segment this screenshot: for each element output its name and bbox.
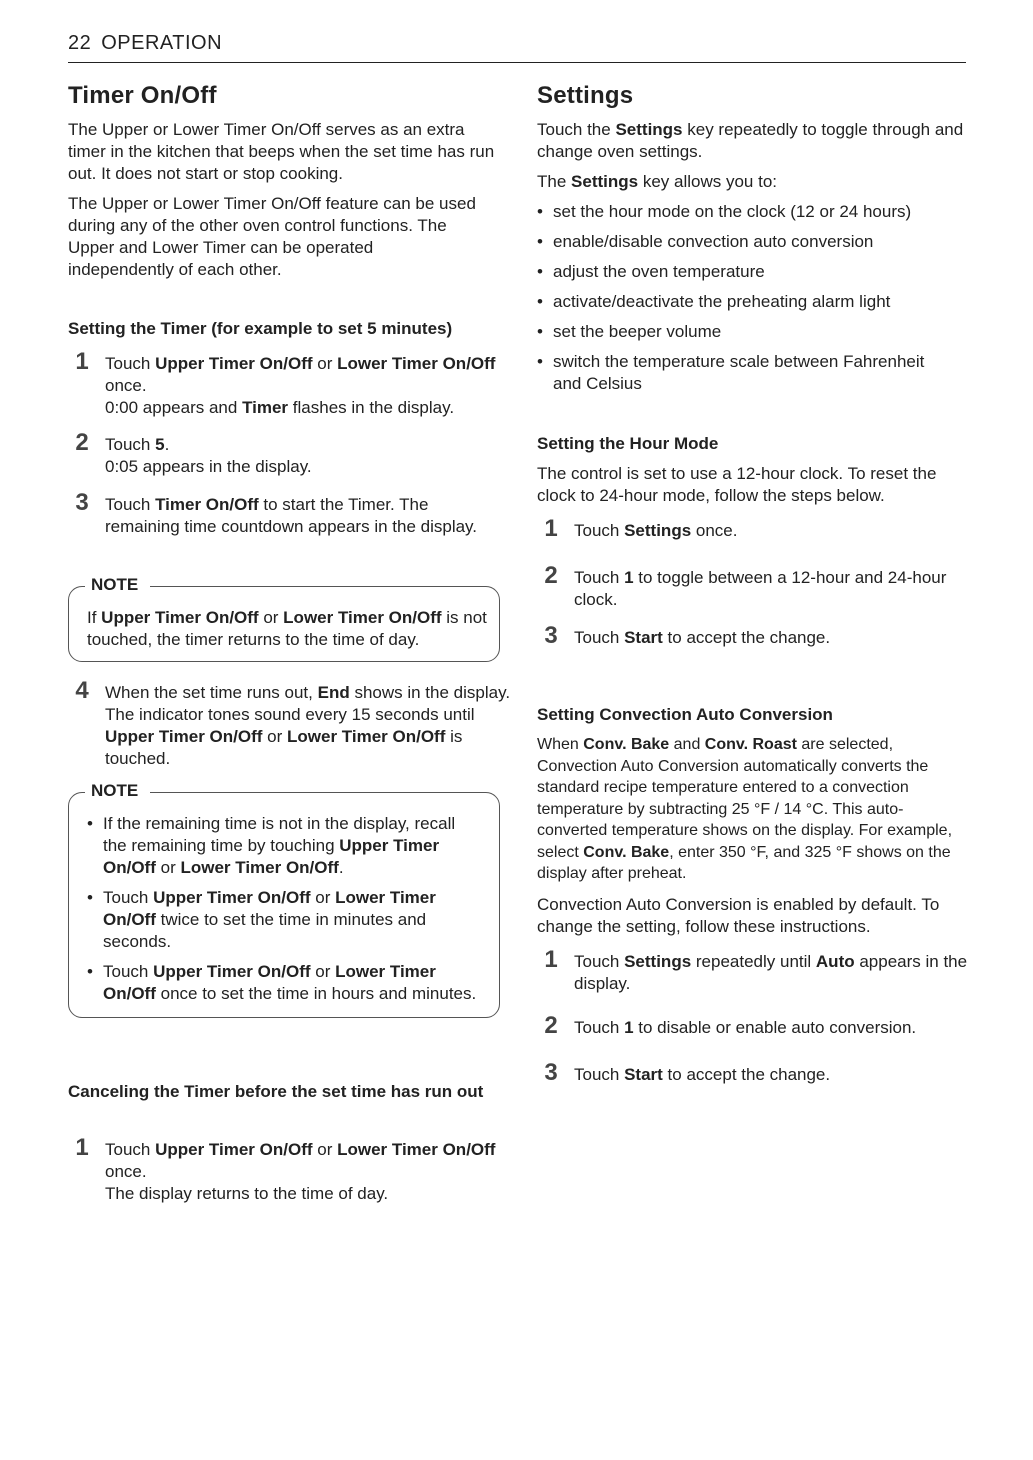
note-text-part: twice to set the time in minutes and seconds. xyxy=(103,910,427,951)
step-text: Touch xyxy=(105,1140,156,1159)
key-lower-timer: Lower Timer On/Off xyxy=(180,858,339,877)
settings-option: • adjust the oven temperature xyxy=(537,261,967,283)
page-header xyxy=(68,32,966,63)
step-text: to toggle between a 12-hour and 24-hour clock. xyxy=(574,568,947,609)
text-part: key allows you to: xyxy=(638,172,777,191)
timer-step-2 xyxy=(68,429,535,478)
step-text: Touch xyxy=(574,1065,625,1084)
key-5: 5 xyxy=(155,435,165,454)
key-lower-timer: Lower Timer On/Off xyxy=(337,1140,496,1159)
step-text: once. xyxy=(691,521,738,540)
step-text: . xyxy=(164,435,170,454)
page-number: 22 xyxy=(68,32,92,54)
note-box-2 xyxy=(68,781,500,1018)
step-text: appears in the display. xyxy=(574,952,968,993)
key-upper-timer: Upper Timer On/Off xyxy=(105,727,263,746)
key-lower-timer: Lower Timer On/Off xyxy=(283,608,442,627)
settings-option: • set the hour mode on the clock (12 or 24 hours) xyxy=(537,201,967,223)
settings-intro-p2 xyxy=(537,171,967,193)
step-text: is touched. xyxy=(105,727,463,768)
step-number: 1 xyxy=(75,1134,89,1161)
step-text: or xyxy=(262,727,287,746)
section-title: OPERATION xyxy=(101,32,223,54)
step-number: 2 xyxy=(544,1012,558,1039)
note-list xyxy=(87,813,482,1013)
key-start: Start xyxy=(624,1065,663,1084)
hour-step-3 xyxy=(537,622,1004,649)
convection-text-2: Convection Auto Conversion is enabled by default. To change the setting, follow these instructions. xyxy=(537,895,940,936)
key-lower-timer: Lower Timer On/Off xyxy=(287,727,446,746)
timer-title: Timer On/Off xyxy=(68,82,217,109)
step-text: once. xyxy=(105,376,147,395)
step-number: 1 xyxy=(544,515,558,542)
hour-step-1 xyxy=(537,515,1004,542)
note-text-part: Touch xyxy=(103,888,154,907)
key-conv-bake: Conv. Bake xyxy=(583,843,670,861)
step-text: to accept the change. xyxy=(662,1065,831,1084)
note-item xyxy=(87,813,482,879)
step-text: to accept the change. xyxy=(662,628,831,647)
note-text-part: or xyxy=(310,962,336,981)
note-item xyxy=(87,961,482,1005)
key-settings: Settings xyxy=(624,952,692,971)
settings-option: • enable/disable convection auto conversion xyxy=(537,231,967,253)
key-conv-roast: Conv. Roast xyxy=(704,736,797,753)
timer-step-3 xyxy=(68,489,505,538)
settings-option: • switch the temperature scale between Fahrenheit and Celsius xyxy=(537,351,953,395)
key-end: End xyxy=(317,683,350,702)
note-label: NOTE xyxy=(85,575,150,595)
step-text: repeatedly until xyxy=(691,952,816,971)
key-upper-timer: Upper Timer On/Off xyxy=(103,836,440,877)
text-part: , enter 350 °F, and 325 °F shows on the display after preheat. xyxy=(537,843,951,882)
note-text-part: Touch xyxy=(103,962,154,981)
timer-step-1 xyxy=(68,348,535,419)
note-text-part: If the remaining time is not in the display, recall the remaining time by touching xyxy=(103,814,456,855)
key-1: 1 xyxy=(624,568,634,587)
step-number: 3 xyxy=(75,489,89,516)
key-auto: Auto xyxy=(815,952,855,971)
note-text-part: or xyxy=(155,858,181,877)
step-number: 1 xyxy=(544,946,558,973)
key-1: 1 xyxy=(624,1018,634,1037)
convection-text-1 xyxy=(537,734,967,885)
step-text: 0:00 appears and xyxy=(105,398,243,417)
text-part: and xyxy=(669,736,705,753)
key-settings: Settings xyxy=(624,521,692,540)
settings-intro-p1 xyxy=(537,119,967,163)
settings-option: • activate/deactivate the preheating alarm light xyxy=(537,291,967,313)
key-upper-timer: Upper Timer On/Off xyxy=(153,888,311,907)
text-part: The xyxy=(537,172,572,191)
step-text: to start the Timer. The remaining time countdown appears in the display. xyxy=(105,495,478,536)
step-text: shows in the display. The indicator tones sound every 15 seconds until xyxy=(105,683,511,724)
step-subline xyxy=(105,397,535,419)
step-text: Touch xyxy=(574,628,625,647)
timer-step-4 xyxy=(68,677,515,770)
step-text: Touch xyxy=(574,568,625,587)
key-lower-timer: Lower Timer On/Off xyxy=(103,962,436,1003)
text-part: key repeatedly to toggle through and change oven settings. xyxy=(537,120,964,161)
key-lower-timer: Lower Timer On/Off xyxy=(103,888,436,929)
step-text: Touch xyxy=(574,952,625,971)
step-text: When the set time runs out, xyxy=(105,683,318,702)
conv-step-3 xyxy=(537,1059,1004,1086)
hour-step-2 xyxy=(537,562,954,611)
note-text-part: . xyxy=(338,858,344,877)
step-number: 2 xyxy=(544,562,558,589)
step-text: flashes in the display. xyxy=(288,398,455,417)
cancel-timer-heading: Canceling the Timer before the set time has run out xyxy=(68,1082,484,1101)
step-subline: 0:05 appears in the display. xyxy=(105,457,312,476)
step-text: Touch xyxy=(574,521,625,540)
note-text-part: or xyxy=(310,888,336,907)
note-text-part: is not touched, the timer returns to the time of day. xyxy=(87,608,487,649)
note-box-1 xyxy=(68,575,500,662)
settings-options-list xyxy=(537,201,967,403)
settings-option: • set the beeper volume xyxy=(537,321,967,343)
key-upper-timer: Upper Timer On/Off xyxy=(101,608,259,627)
setting-timer-heading: Setting the Timer (for example to set 5 minutes) xyxy=(68,319,453,338)
step-number: 3 xyxy=(544,622,558,649)
step-text: once. xyxy=(105,1162,147,1181)
step-subline: The display returns to the time of day. xyxy=(105,1184,389,1203)
key-timer-onoff: Timer On/Off xyxy=(155,495,259,514)
text-part: Touch the xyxy=(537,120,616,139)
key-start: Start xyxy=(624,628,663,647)
note-text-part: If xyxy=(87,608,102,627)
step-text: Touch xyxy=(105,495,156,514)
text-part: When xyxy=(537,736,584,753)
note-item xyxy=(87,887,482,953)
step-text: or xyxy=(312,354,338,373)
key-conv-bake: Conv. Bake xyxy=(583,736,670,753)
hour-mode-text: The control is set to use a 12-hour clock. To reset the clock to 24-hour mode, follow the steps below. xyxy=(537,464,937,505)
key-upper-timer: Upper Timer On/Off xyxy=(155,1140,313,1159)
step-text: to disable or enable auto conversion. xyxy=(633,1018,917,1037)
cancel-step-1 xyxy=(68,1134,515,1205)
note-text-part: once to set the time in hours and minutes. xyxy=(155,984,477,1003)
step-text: or xyxy=(312,1140,338,1159)
conv-step-1 xyxy=(537,946,1004,995)
step-text: Touch xyxy=(105,354,156,373)
note-text xyxy=(87,607,487,651)
convection-heading: Setting Convection Auto Conversion xyxy=(537,705,833,724)
note-text-part: or xyxy=(258,608,284,627)
settings-title: Settings xyxy=(537,82,634,109)
text-part: are selected, Convection Auto Conversion automatically converts the standard recipe temperature entered to a convection temperature by subtracting 25 °F / 14 °C. This auto-converted temperature shows on the display. For example, select xyxy=(537,736,953,861)
step-number: 1 xyxy=(75,348,89,375)
timer-intro-p1: The Upper or Lower Timer On/Off serves as an extra timer in the kitchen that beeps when the set time has run out. It does not start or stop cooking. xyxy=(68,120,495,183)
key-settings: Settings xyxy=(571,172,639,191)
step-number: 2 xyxy=(75,429,89,456)
step-text: Touch xyxy=(574,1018,625,1037)
key-timer: Timer xyxy=(242,398,289,417)
key-upper-timer: Upper Timer On/Off xyxy=(153,962,311,981)
step-text: Touch xyxy=(105,435,156,454)
key-settings: Settings xyxy=(615,120,683,139)
conv-step-2 xyxy=(537,1012,1004,1039)
key-upper-timer: Upper Timer On/Off xyxy=(155,354,313,373)
timer-intro-p2: The Upper or Lower Timer On/Off feature can be used during any of the other oven control functions. The Upper and Lower Timer can be operated independently of each other. xyxy=(68,194,476,279)
step-number: 3 xyxy=(544,1059,558,1086)
hour-mode-heading: Setting the Hour Mode xyxy=(537,434,719,453)
key-lower-timer: Lower Timer On/Off xyxy=(337,354,496,373)
step-number: 4 xyxy=(75,677,89,704)
note-label: NOTE xyxy=(85,781,150,801)
